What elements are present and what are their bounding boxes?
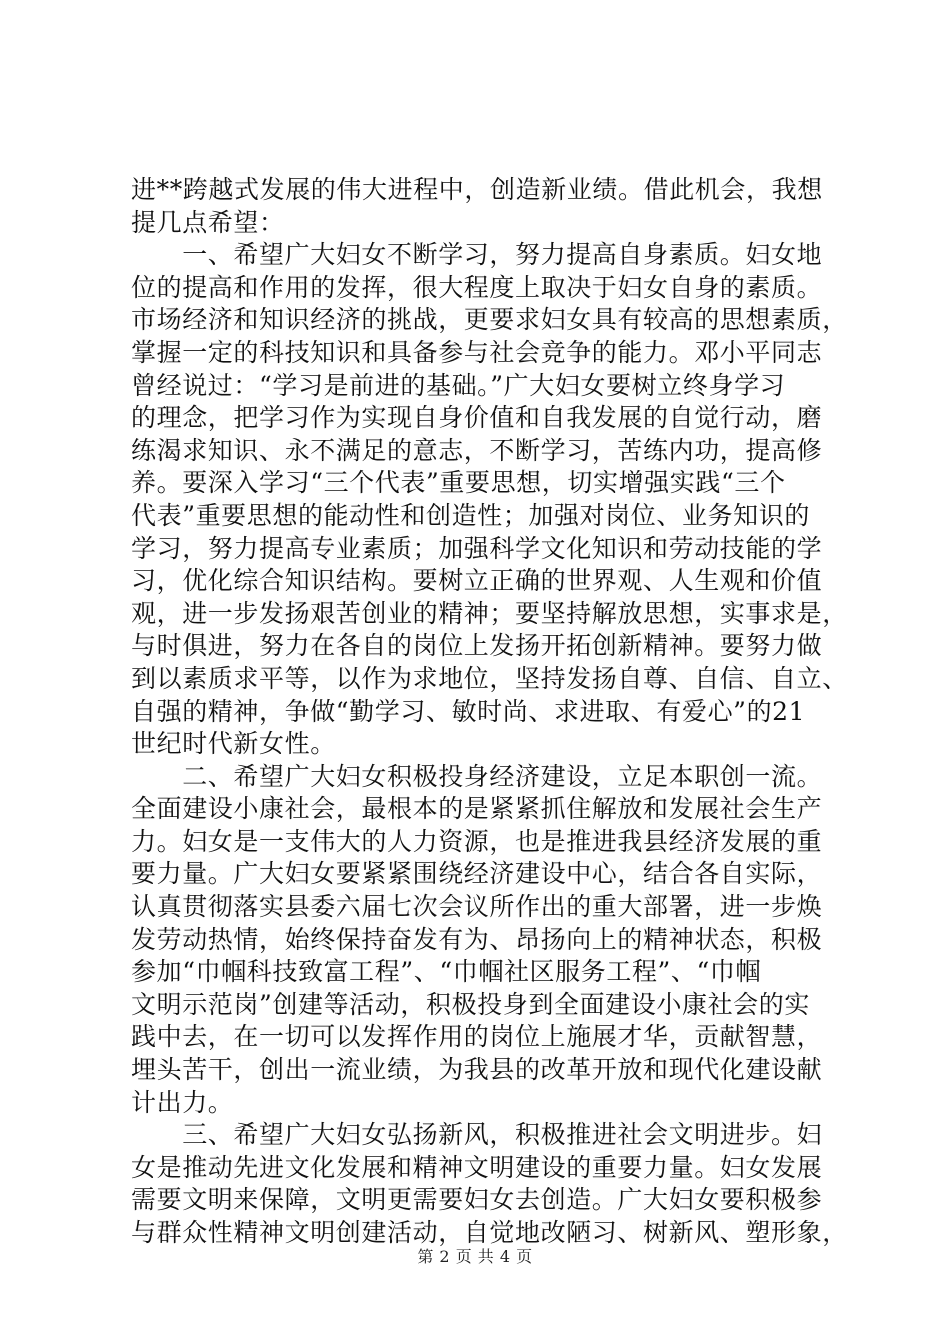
text-line: 世纪时代新女性。 bbox=[131, 729, 336, 759]
text-line: 提几点希望： bbox=[131, 207, 285, 237]
text-line: 埋头苦干，创出一流业绩，为我县的改革开放和现代化建设献 bbox=[131, 1055, 823, 1085]
text-line: 到以素质求平等，以作为求地位，坚持发扬自尊、自信、自立、 bbox=[131, 663, 848, 693]
text-line: 需要文明来保障，文明更需要妇女去创造。广大妇女要积极参 bbox=[131, 1185, 823, 1215]
text-line: 代表”重要思想的能动性和创造性；加强对岗位、业务知识的 bbox=[131, 500, 810, 530]
text-line: 市场经济和知识经济的挑战，更要求妇女具有较高的思想素质， bbox=[131, 305, 848, 335]
text-line: 参加“巾帼科技致富工程”、“巾帼社区服务工程”、“巾帼 bbox=[131, 957, 762, 987]
text-line: 学习，努力提高专业素质；加强科学文化知识和劳动技能的学 bbox=[131, 533, 823, 563]
text-line: 养。要深入学习“三个代表”重要思想，切实增强实践“三个 bbox=[131, 468, 786, 498]
text-line: 练渴求知识、永不满足的意志，不断学习，苦练内功，提高修 bbox=[131, 435, 823, 465]
body-text bbox=[131, 174, 848, 1250]
text-line: 二、希望广大妇女积极投身经济建设，立足本职创一流。 bbox=[131, 761, 823, 791]
text-line: 发劳动热情，始终保持奋发有为、昂扬向上的精神状态，积极 bbox=[131, 924, 823, 954]
text-line: 力。妇女是一支伟大的人力资源，也是推进我县经济发展的重 bbox=[131, 826, 823, 856]
text-line: 掌握一定的科技知识和具备参与社会竞争的能力。邓小平同志 bbox=[131, 337, 823, 367]
text-line: 位的提高和作用的发挥，很大程度上取决于妇女自身的素质。 bbox=[131, 272, 823, 302]
text-line: 文明示范岗”创建等活动，积极投身到全面建设小康社会的实 bbox=[131, 989, 810, 1019]
page-footer bbox=[0, 1244, 950, 1267]
text-line: 全面建设小康社会，最根本的是紧紧抓住解放和发展社会生产 bbox=[131, 794, 823, 824]
text-line: 进**跨越式发展的伟大进程中，创造新业绩。借此机会，我想 bbox=[131, 175, 823, 204]
text-line: 要力量。广大妇女要紧紧围绕经济建设中心，结合各自实际， bbox=[131, 859, 823, 889]
text-line: 与群众性精神文明创建活动，自觉地改陋习、树新风、塑形象， bbox=[131, 1218, 848, 1247]
text-line: 曾经说过：“学习是前进的基础。”广大妇女要树立终身学习 bbox=[131, 370, 786, 400]
page-number-label: 第 2 页 共 4 页 bbox=[417, 1247, 533, 1266]
text-line: 自强的精神，争做“勤学习、敏时尚、求进取、有爱心”的21 bbox=[131, 696, 806, 726]
text-line: 与时俱进，努力在各自的岗位上发扬开拓创新精神。要努力做 bbox=[131, 631, 823, 661]
text-line: 的理念，把学习作为实现自身价值和自我发展的自觉行动，磨 bbox=[131, 403, 823, 433]
text-line: 计出力。 bbox=[131, 1087, 234, 1117]
text-line: 观，进一步发扬艰苦创业的精神；要坚持解放思想，实事求是， bbox=[131, 598, 848, 628]
text-line: 一、希望广大妇女不断学习，努力提高自身素质。妇女地 bbox=[131, 240, 823, 270]
text-line: 践中去，在一切可以发挥作用的岗位上施展才华，贡献智慧， bbox=[131, 1022, 823, 1052]
text-line: 三、希望广大妇女弘扬新风，积极推进社会文明进步。妇 bbox=[131, 1120, 823, 1150]
text-line: 认真贯彻落实县委六届七次会议所作出的重大部署，进一步焕 bbox=[131, 892, 823, 922]
text-line: 习，优化综合知识结构。要树立正确的世界观、人生观和价值 bbox=[131, 566, 823, 596]
text-line: 女是推动先进文化发展和精神文明建设的重要力量。妇女发展 bbox=[131, 1152, 823, 1182]
